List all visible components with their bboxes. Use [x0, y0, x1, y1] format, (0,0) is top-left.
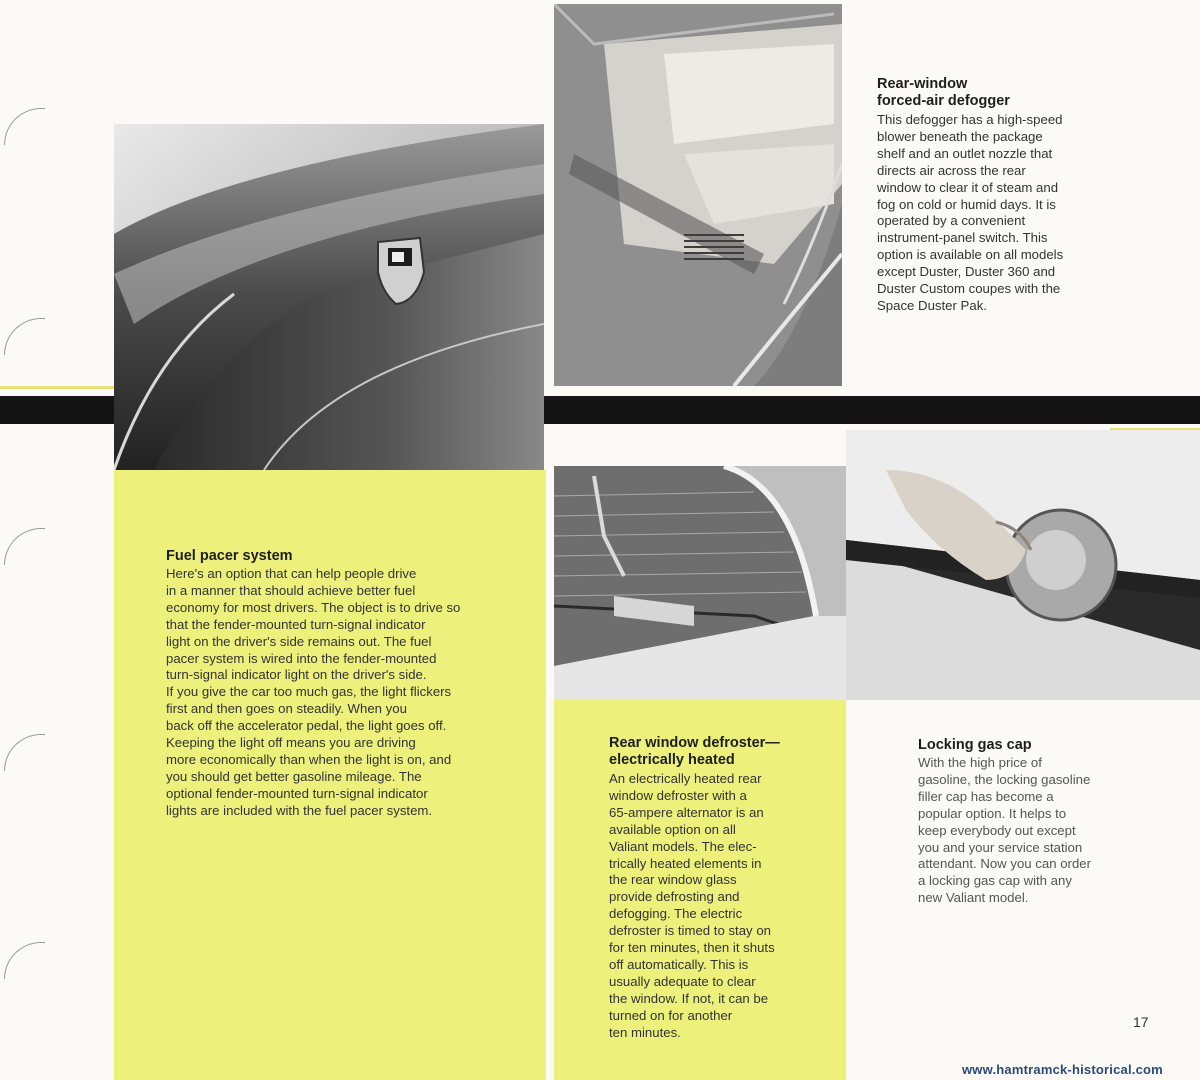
binder-hole [4, 942, 45, 979]
binder-hole [4, 528, 45, 565]
watermark: www.hamtramck-historical.com [962, 1062, 1163, 1077]
defogger-body: This defogger has a high-speed blower beneath the package shelf and an outlet nozzle that directs air across the rear window to clear it of steam and fog on cold or humid days. It is operated by a convenient instrument-panel switch. This option is available on all models except Duster, Duster 360 and Duster Custom coupes with the Space Duster Pak. [877, 112, 1064, 313]
left-black-band [0, 396, 114, 424]
fuel-pacer-body: Here's an option that can help people drive in a manner that should achieve better fuel economy for most drivers. The object is to drive so that the fender-mounted turn-signal indicator light on the driver's side remains out. The fuel pacer system is wired into the fender-mounted turn-signal indicator light on the driver's side. If you give the car too much gas, the light flickers first and then goes on steadily. When you back off the accelerator pedal, the light goes off. Keeping the light off means you are driving more economically than when the light is on, and you should get better gasoline mileage. The optional fender-mounted turn-signal indicator lights are included with the fuel pacer system. [166, 566, 461, 818]
fender-indicator-photo [114, 124, 544, 470]
defroster-body: An electrically heated rear window defroster with a 65-ampere alternator is an available option on all Valiant models. The elec- trically heated elements in the rear window glass provide defrosting and defogging. The electric defroster is timed to stay on for ten minutes, then it shuts off automatically. This is usually adequate to clear the window. If not, it can be turned on for another ten minutes. [609, 771, 775, 1040]
gas-cap-body: With the high price of gasoline, the locking gasoline filler cap has become a popular option. It helps to keep everybody out except you and your service station attendant. Now you can order a locking gas cap with any new Valiant model. [918, 755, 1092, 906]
band-accent-line [0, 386, 114, 389]
defroster-title: Rear window defroster— electrically heated [609, 735, 780, 768]
binder-hole [4, 734, 45, 771]
gas-cap-photo [846, 430, 1200, 700]
right-black-band [544, 396, 1200, 424]
binder-hole [4, 108, 45, 145]
gas-cap-title: Locking gas cap [918, 737, 1032, 753]
defogger-photo [554, 4, 842, 386]
fuel-pacer-title: Fuel pacer system [166, 548, 293, 564]
binder-hole [4, 318, 45, 355]
defroster-photo [554, 466, 846, 700]
defogger-title: Rear-window forced-air defogger [877, 76, 1010, 109]
page-number: 17 [1133, 1014, 1149, 1030]
